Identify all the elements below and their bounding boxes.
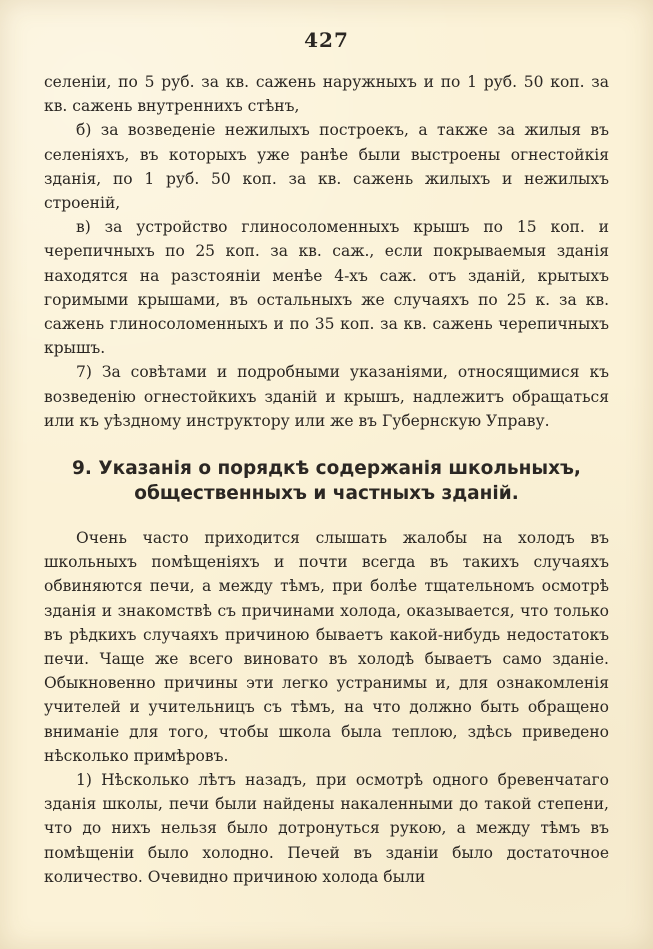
body-text-bottom: [44, 526, 609, 889]
paragraph-top-2: б) за возведеніе нежилыхъ построекъ, а также за жилыя въ селеніяхъ, въ которыхъ уже ранѣе были выстроены огнестойкія зданія, по 1 руб. 50 коп. за кв. сажень жилыхъ и нежилыхъ строеній,: [44, 121, 609, 213]
section-heading: [44, 456, 609, 506]
body-text-top: [44, 70, 609, 433]
paragraph-bottom-1: Очень часто приходится слышать жалобы на холодъ въ школьныхъ помѣщеніяхъ и почти всегда въ такихъ случаяхъ обвиняются печи, а между тѣмъ, при болѣе тщательномъ осмотрѣ зданія и знакомствѣ съ причинами холода, оказывается, что только въ рѣдкихъ случаяхъ причиною бываетъ какой-нибудь недостатокъ печи. Чаще же всего виновато въ холодѣ бываетъ само зданіе. Обыкновенно причины эти легко устранимы и, для ознакомленія учителей и учительницъ съ тѣмъ, на что должно быть обращено вниманіе для того, чтобы школа была теплою, здѣсь приведено нѣсколько примѣровъ.: [44, 529, 609, 765]
section-heading-line-2: общественныхъ и частныхъ зданій.: [134, 483, 519, 505]
paragraph-top-3: в) за устройство глиносоломенныхъ крышъ по 15 коп. и черепичныхъ по 25 коп. за кв. саж., если покрываемыя зданія находятся на разстояніи менѣе 4-хъ саж. отъ зданій, крытыхъ горимыми крышами, въ остальныхъ же случаяхъ по 25 к. за кв. сажень глиносоломенныхъ и по 35 коп. за кв. сажень черепичныхъ крышъ.: [44, 218, 609, 358]
page-number: 427: [304, 28, 349, 52]
section-heading-line-1: 9. Указанія о порядкѣ содержанія школьныхъ,: [72, 458, 581, 480]
paragraph-top-1: селеніи, по 5 руб. за кв. сажень наружныхъ и по 1 руб. 50 коп. за кв. сажень внутреннихъ стѣнъ,: [44, 73, 609, 116]
paragraph-bottom-2: 1) Нѣсколько лѣтъ назадъ, при осмотрѣ одного бревенчатаго зданія школы, печи были найдены накаленными до такой степени, что до нихъ нельзя было дотронуться рукою, а между тѣмъ въ помѣщеніи было холодно. Печей въ зданіи было достаточное количество. Очевидно причиною холода были: [44, 771, 609, 886]
paragraph-top-4: 7) За совѣтами и подробными указаніями, относящимися къ возведенію огнестойкихъ зданій и крышъ, надлежитъ обращаться или къ уѣздному инструктору или же въ Губернскую Управу.: [44, 363, 609, 430]
